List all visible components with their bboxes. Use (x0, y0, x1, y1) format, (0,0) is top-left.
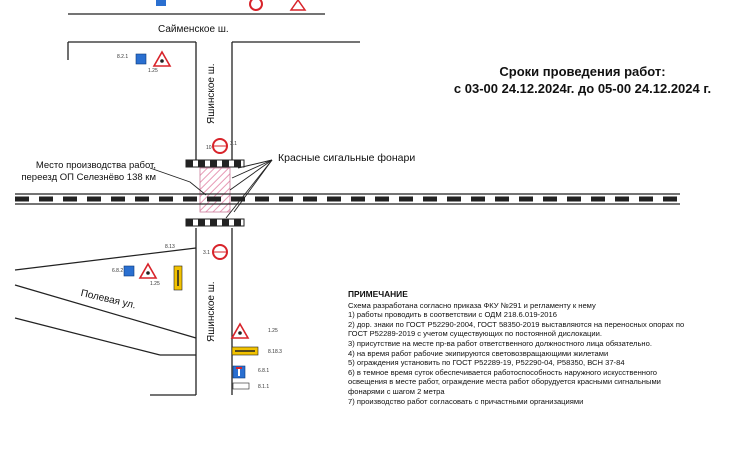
notes-item: Схема разработана согласно приказа ФКУ №291 и регламенту к нему (348, 300, 596, 310)
schedule-line-1: Сроки проведения работ: (499, 64, 666, 79)
work-site-line-2: переезд ОП Селезнёво 138 км (21, 172, 156, 183)
notes-heading: ПРИМЕЧАНИЕ (348, 289, 408, 299)
schedule-line-2: с 03-00 24.12.2024г. до 05-00 24.12.2024 г. (453, 81, 712, 96)
info-sign-blue-icon (136, 54, 146, 64)
notes-item: 6) в темное время суток обеспечивается работоспособность наружного искусственного освещения в месте работ, ограждение места работ оборудуется красными сигнальными фонарями с шагом 2 метра (348, 367, 661, 396)
detour-yellow-sign-icon (174, 266, 182, 290)
work-zone-hatch (200, 168, 230, 212)
street-label-saymenskoe: Сайменское ш. (158, 24, 229, 35)
warning-road-works-icon (154, 52, 170, 66)
work-site-line-1: Место производства работ, (35, 160, 156, 171)
street-label-polevaya: Полевая ул. (79, 288, 137, 312)
street-label-yashinskoe-upper: Яшинское ш. (206, 63, 217, 124)
sign-code: 6.8.1 (258, 368, 270, 374)
barrier-top (186, 160, 244, 167)
sign-code: 10 (206, 145, 212, 151)
no-entry-sign-icon (213, 139, 227, 153)
warning-road-works-icon (140, 264, 156, 278)
notes-item: 4) на время работ рабочие экипируются световозвращающими жилетами (348, 348, 609, 358)
sign-code: 8.1.1 (258, 384, 270, 390)
sign-code: 1.25 (148, 68, 158, 74)
notes-item: 7) производство работ согласовать с причастными организациями (348, 396, 584, 406)
notes-item: 2) дор. знаки по ГОСТ Р52290-2004, ГОСТ 58350-2019 выставляются на переносных опорах по ГОСТ Р52289-2019 с учетом существующих по постоянной дислокации. (348, 319, 685, 339)
sign-code: 1.25 (150, 281, 160, 287)
schedule-title (440, 64, 725, 96)
sign-code: 8.13 (165, 244, 175, 250)
detour-yellow-sign-icon (232, 347, 258, 355)
sign-code: 3.1 (230, 141, 237, 147)
dead-end-sign-icon (233, 366, 245, 378)
warning-sign-icon (291, 0, 305, 10)
railway (15, 194, 680, 204)
work-site-pointer (150, 168, 206, 195)
sign-code: 3.1 (203, 250, 210, 256)
sign-code: 6.8.2 (112, 268, 124, 274)
street-label-yashinskoe-lower: Яшинское ш. (206, 281, 217, 342)
notes-item: 1) работы проводить в соответствии с ОДМ 218.6.019-2016 (348, 310, 557, 320)
notes-block (348, 290, 688, 406)
barrier-bottom (186, 219, 244, 226)
left-road-edge (15, 248, 196, 270)
signal-lamps-label: Красные сигальные фонари (278, 152, 416, 164)
polevaya-lower-edge (15, 318, 160, 355)
info-sign-blue-icon (156, 0, 166, 6)
notes-item: 5) ограждения установить по ГОСТ Р52289-19, Р52290-04, Р58350, ВСН 37-84 (348, 358, 625, 368)
work-site-label (16, 160, 156, 184)
lamp-pointers (226, 160, 272, 218)
warning-road-works-icon (232, 324, 248, 338)
no-entry-sign-icon (250, 0, 262, 10)
plate-sign-icon (233, 383, 249, 389)
notes-item: 3) присутствие на месте пр-ва работ ответственного должностного лица обязательно. (348, 338, 652, 348)
info-sign-blue-icon (124, 266, 134, 276)
sign-code: 8.18.3 (268, 349, 282, 355)
sign-code: 1.25 (268, 328, 278, 334)
no-entry-sign-icon (213, 245, 227, 259)
sign-code: 8.2.1 (117, 54, 129, 60)
